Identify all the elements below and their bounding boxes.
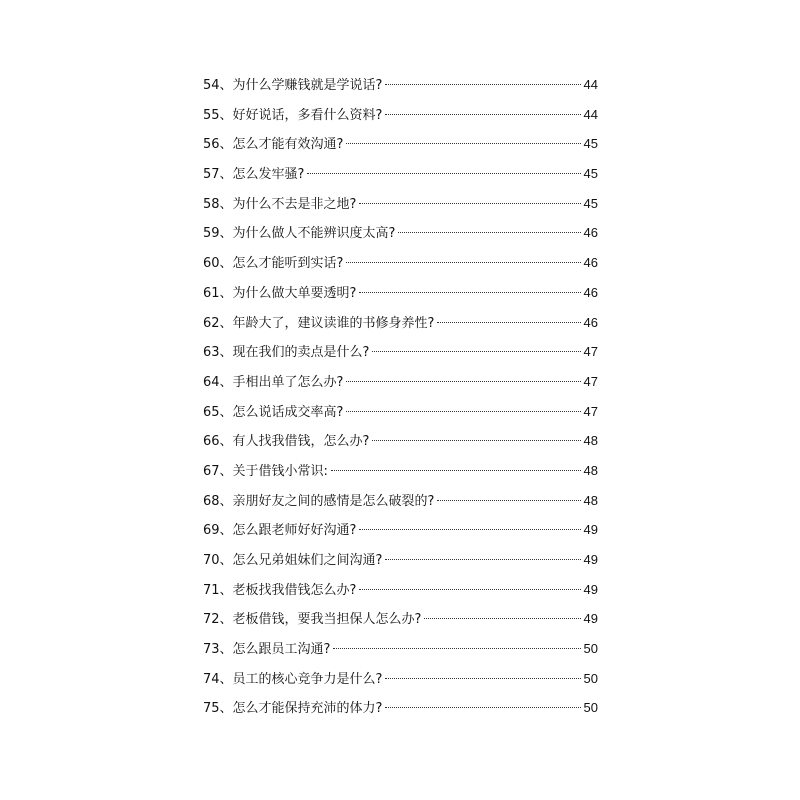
toc-entry-title: 60、怎么才能听到实话? xyxy=(203,256,344,272)
toc-entry-title: 59、为什么做人不能辨识度太高? xyxy=(203,226,396,242)
toc-dot-leader xyxy=(359,203,580,204)
toc-entry-page-number: 46 xyxy=(583,284,598,300)
toc-dot-leader xyxy=(346,411,580,412)
toc-entry-title: 75、怎么才能保持充沛的体力? xyxy=(203,701,383,717)
table-of-contents xyxy=(203,70,598,723)
toc-dot-leader xyxy=(385,114,580,115)
toc-dot-leader xyxy=(346,143,580,144)
toc-dot-leader xyxy=(333,648,580,649)
toc-entry[interactable] xyxy=(203,129,598,159)
toc-entry-page-number: 49 xyxy=(583,552,598,567)
toc-entry[interactable] xyxy=(203,604,598,634)
toc-entry[interactable] xyxy=(203,337,598,367)
toc-entry-page-number: 45 xyxy=(583,166,598,182)
toc-entry[interactable] xyxy=(203,397,598,427)
toc-entry-page-number: 44 xyxy=(583,77,598,92)
toc-dot-leader xyxy=(307,173,580,174)
toc-dot-leader xyxy=(359,529,580,530)
toc-dot-leader xyxy=(372,440,580,441)
toc-entry-page-number: 46 xyxy=(583,255,598,271)
toc-entry-title: 69、怎么跟老师好好沟通? xyxy=(203,523,357,539)
toc-entry-title: 70、怎么兄弟姐妹们之间沟通? xyxy=(203,553,383,568)
toc-entry-page-number: 49 xyxy=(583,611,598,627)
toc-entry-page-number: 50 xyxy=(583,641,598,657)
toc-entry[interactable] xyxy=(203,189,598,219)
toc-entry-title: 68、亲朋好友之间的感情是怎么破裂的? xyxy=(203,493,435,509)
toc-entry-page-number: 50 xyxy=(583,700,598,716)
toc-entry[interactable] xyxy=(203,308,598,338)
toc-dot-leader xyxy=(424,618,580,619)
toc-entry[interactable] xyxy=(203,664,598,694)
toc-entry-title: 72、老板借钱，要我当担保人怎么办? xyxy=(203,612,422,628)
toc-entry[interactable] xyxy=(203,248,598,278)
toc-dot-leader xyxy=(437,322,580,323)
toc-entry[interactable] xyxy=(203,456,598,486)
toc-dot-leader xyxy=(331,470,581,471)
toc-dot-leader xyxy=(385,559,580,560)
toc-entry-title: 65、怎么说话成交率高? xyxy=(203,404,344,420)
toc-entry-page-number: 46 xyxy=(583,225,598,241)
toc-dot-leader xyxy=(359,292,580,293)
toc-entry-title: 71、老板找我借钱怎么办? xyxy=(203,582,357,598)
toc-entry[interactable] xyxy=(203,575,598,605)
toc-entry-title: 55、好好说话，多看什么资料? xyxy=(203,107,383,123)
toc-entry-title: 63、现在我们的卖点是什么? xyxy=(203,345,370,361)
toc-entry-title: 54、为什么学赚钱就是学说话? xyxy=(203,78,383,93)
toc-entry[interactable] xyxy=(203,367,598,397)
toc-entry[interactable] xyxy=(203,486,598,516)
toc-entry[interactable] xyxy=(203,545,598,575)
toc-entry-page-number: 45 xyxy=(583,195,598,211)
toc-entry-page-number: 48 xyxy=(583,433,598,449)
toc-dot-leader xyxy=(398,232,580,233)
toc-entry[interactable] xyxy=(203,100,598,130)
toc-entry-title: 64、手相出单了怎么办? xyxy=(203,374,344,390)
toc-entry[interactable] xyxy=(203,515,598,545)
toc-entry[interactable] xyxy=(203,634,598,664)
toc-dot-leader xyxy=(346,262,580,263)
toc-entry-title: 58、为什么不去是非之地? xyxy=(203,196,357,212)
toc-dot-leader xyxy=(385,707,580,708)
toc-entry-page-number: 47 xyxy=(583,373,598,389)
toc-entry-page-number: 50 xyxy=(583,670,598,686)
toc-dot-leader xyxy=(385,678,580,679)
toc-dot-leader xyxy=(359,589,580,590)
toc-entry-title: 67、关于借钱小常识: xyxy=(203,463,328,479)
toc-entry-title: 74、员工的核心竞争力是什么? xyxy=(203,671,383,687)
toc-entry-page-number: 48 xyxy=(583,462,598,478)
toc-entry-page-number: 49 xyxy=(583,522,598,538)
toc-entry[interactable] xyxy=(203,218,598,248)
toc-dot-leader xyxy=(372,351,580,352)
toc-dot-leader xyxy=(346,381,580,382)
toc-entry-page-number: 46 xyxy=(583,314,598,330)
toc-entry[interactable] xyxy=(203,278,598,308)
toc-entry-page-number: 47 xyxy=(583,344,598,360)
toc-entry-page-number: 49 xyxy=(583,581,598,597)
toc-entry[interactable] xyxy=(203,70,598,100)
toc-entry-title: 73、怎么跟员工沟通? xyxy=(203,642,331,658)
toc-entry-title: 61、为什么做大单要透明? xyxy=(203,285,357,301)
toc-entry-page-number: 48 xyxy=(583,492,598,508)
toc-dot-leader xyxy=(385,84,580,85)
toc-entry-title: 57、怎么发牢骚? xyxy=(203,167,305,183)
toc-entry-page-number: 44 xyxy=(583,106,598,122)
toc-entry[interactable] xyxy=(203,426,598,456)
toc-entry[interactable] xyxy=(203,159,598,189)
toc-entry-page-number: 47 xyxy=(583,403,598,419)
toc-entry-page-number: 45 xyxy=(583,136,598,152)
toc-dot-leader xyxy=(437,500,580,501)
toc-entry-title: 62、年龄大了，建议读谁的书修身养性? xyxy=(203,315,435,331)
toc-entry[interactable] xyxy=(203,693,598,723)
toc-entry-title: 66、有人找我借钱，怎么办? xyxy=(203,434,370,450)
toc-entry-title: 56、怎么才能有效沟通? xyxy=(203,137,344,153)
